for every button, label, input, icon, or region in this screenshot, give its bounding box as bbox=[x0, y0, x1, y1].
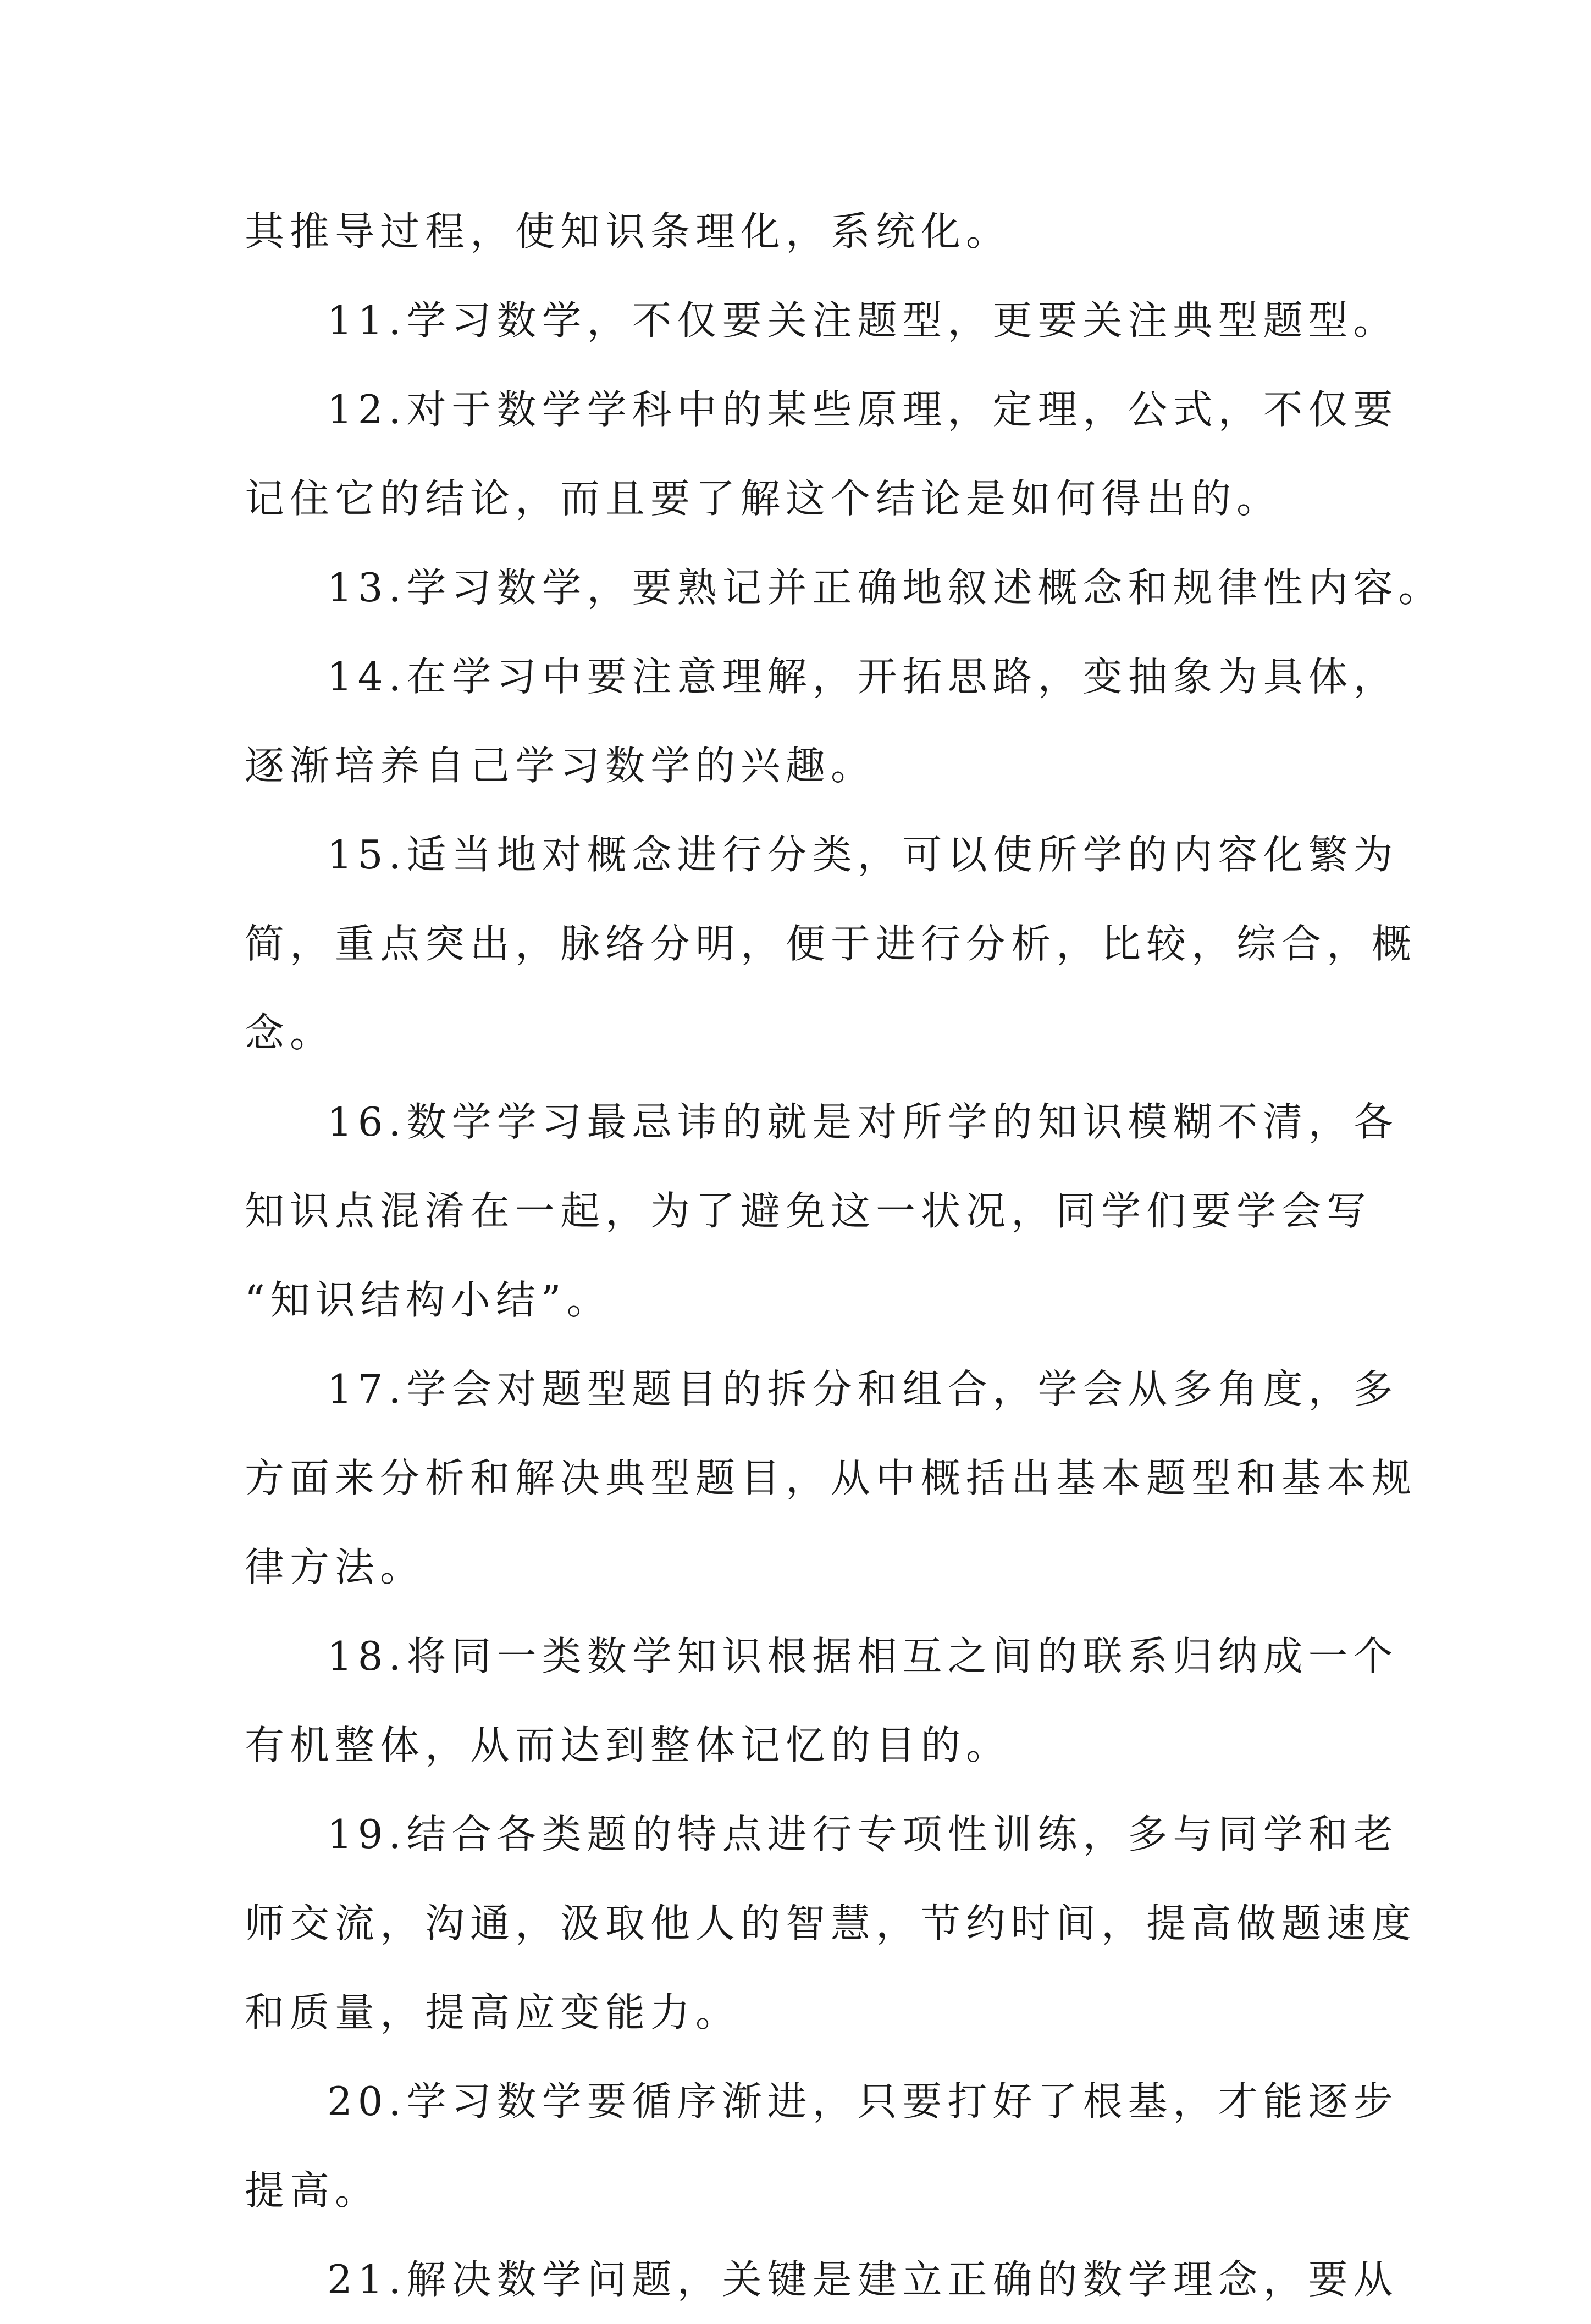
text-line: 其推导过程，使知识条理化，系统化。 bbox=[245, 208, 1012, 254]
text-line: 律方法。 bbox=[245, 1544, 426, 1590]
text-line: 15.适当地对概念进行分类，可以使所学的内容化繁为 bbox=[327, 832, 1399, 878]
text-line: 11.学习数学，不仅要关注题型，更要关注典型题型。 bbox=[327, 297, 1399, 344]
text-line: 有机整体，从而达到整体记忆的目的。 bbox=[245, 1722, 1012, 1768]
text-line: 记住它的结论，而且要了解这个结论是如何得出的。 bbox=[245, 475, 1282, 522]
text-line: 20.学习数学要循序渐进，只要打好了根基，才能逐步 bbox=[327, 2078, 1399, 2124]
text-line: 逐渐培养自己学习数学的兴趣。 bbox=[245, 743, 876, 789]
text-line: 14.在学习中要注意理解，开拓思路，变抽象为具体， bbox=[327, 654, 1399, 700]
text-line: 方面来分析和解决典型题目，从中概括出基本题型和基本规 bbox=[245, 1455, 1417, 1501]
text-line: 师交流，沟通，汲取他人的智慧，节约时间，提高做题速度 bbox=[245, 1900, 1417, 1946]
text-line: 19.结合各类题的特点进行专项性训练，多与同学和老 bbox=[327, 1811, 1399, 1857]
text-line: 念。 bbox=[245, 1010, 335, 1056]
text-line: 知识点混淆在一起，为了避免这一状况，同学们要学会写 bbox=[245, 1188, 1372, 1234]
text-line: 13.学习数学，要熟记并正确地叙述概念和规律性内容。 bbox=[327, 565, 1444, 611]
document-body-text bbox=[245, 187, 1444, 2324]
text-line: 12.对于数学学科中的某些原理，定理，公式，不仅要 bbox=[327, 386, 1399, 433]
text-line: “知识结构小结”。 bbox=[245, 1277, 612, 1323]
text-line: 提高。 bbox=[245, 2167, 380, 2214]
text-line: 和质量，提高应变能力。 bbox=[245, 1989, 741, 2035]
text-line: 简，重点突出，脉络分明，便于进行分析，比较，综合，概 bbox=[245, 921, 1417, 967]
text-line: 18.将同一类数学知识根据相互之间的联系归纳成一个 bbox=[327, 1633, 1399, 1679]
text-line: 17.学会对题型题目的拆分和组合，学会从多角度，多 bbox=[327, 1366, 1399, 1412]
text-line: 16.数学学习最忌讳的就是对所学的知识模糊不清，各 bbox=[327, 1099, 1399, 1145]
text-line: 21.解决数学问题，关键是建立正确的数学理念，要从 bbox=[327, 2256, 1399, 2303]
